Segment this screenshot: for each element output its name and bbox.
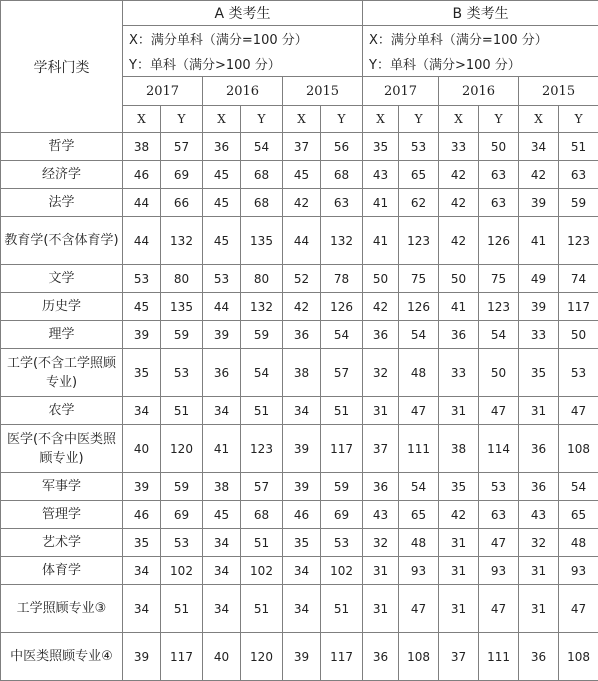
- score-cell: 42: [439, 217, 479, 265]
- x-header: X: [439, 106, 479, 133]
- score-cell: 50: [439, 265, 479, 293]
- year-header: 2015: [283, 77, 363, 106]
- score-cell: 45: [203, 501, 241, 529]
- score-cell: 45: [203, 161, 241, 189]
- year-header: 2016: [203, 77, 283, 106]
- score-cell: 32: [519, 529, 559, 557]
- table-row: [1, 161, 598, 189]
- y-header: Y: [399, 106, 439, 133]
- score-cell: 39: [519, 189, 559, 217]
- score-cell: 32: [363, 529, 399, 557]
- score-cell: 51: [321, 585, 363, 633]
- score-cell: 54: [479, 321, 519, 349]
- y-header: Y: [321, 106, 363, 133]
- score-cell: 36: [519, 633, 559, 681]
- score-cell: 123: [559, 217, 598, 265]
- score-cell: 31: [439, 557, 479, 585]
- score-cell: 108: [559, 425, 598, 473]
- score-cell: 132: [241, 293, 283, 321]
- score-cell: 54: [241, 349, 283, 397]
- score-cell: 34: [283, 397, 321, 425]
- score-cell: 31: [439, 529, 479, 557]
- score-cell: 63: [321, 189, 363, 217]
- score-cell: 38: [439, 425, 479, 473]
- score-cell: 59: [161, 321, 203, 349]
- score-cell: 57: [321, 349, 363, 397]
- score-cell: 39: [283, 473, 321, 501]
- score-cell: 78: [321, 265, 363, 293]
- score-cell: 51: [559, 133, 598, 161]
- score-cell: 59: [559, 189, 598, 217]
- subject-cell: 哲学: [1, 133, 123, 161]
- score-cell: 56: [321, 133, 363, 161]
- group-a-title: A 类考生: [123, 1, 363, 26]
- y-header: Y: [559, 106, 598, 133]
- score-cell: 132: [321, 217, 363, 265]
- score-cell: 63: [559, 161, 598, 189]
- score-cell: 51: [321, 397, 363, 425]
- score-cell: 69: [161, 501, 203, 529]
- score-cell: 44: [123, 189, 161, 217]
- score-cell: 31: [363, 557, 399, 585]
- subject-header: 学科门类: [1, 1, 123, 133]
- score-cell: 57: [161, 133, 203, 161]
- score-cell: 35: [123, 529, 161, 557]
- subject-cell: 文学: [1, 265, 123, 293]
- score-cell: 41: [363, 217, 399, 265]
- subject-cell: 理学: [1, 321, 123, 349]
- score-cell: 51: [241, 585, 283, 633]
- subject-cell: 法学: [1, 189, 123, 217]
- score-cell: 35: [123, 349, 161, 397]
- score-cell: 117: [161, 633, 203, 681]
- table-body: [1, 133, 598, 681]
- score-cell: 126: [321, 293, 363, 321]
- score-cell: 31: [519, 585, 559, 633]
- score-cell: 111: [399, 425, 439, 473]
- score-cell: 54: [399, 473, 439, 501]
- score-cell: 36: [363, 633, 399, 681]
- y-header: Y: [479, 106, 519, 133]
- score-cell: 123: [479, 293, 519, 321]
- group-a-note-x: X：满分单科（满分=100 分）: [123, 26, 363, 51]
- score-cell: 46: [283, 501, 321, 529]
- subject-cell: 工学照顾专业③: [1, 585, 123, 633]
- score-cell: 54: [399, 321, 439, 349]
- score-cell: 33: [519, 321, 559, 349]
- score-cell: 111: [479, 633, 519, 681]
- score-cell: 52: [283, 265, 321, 293]
- score-cell: 53: [321, 529, 363, 557]
- score-cell: 132: [161, 217, 203, 265]
- score-cell: 63: [479, 189, 519, 217]
- year-header: 2017: [123, 77, 203, 106]
- score-cell: 65: [399, 161, 439, 189]
- table-row: [1, 397, 598, 425]
- x-header: X: [519, 106, 559, 133]
- score-cell: 46: [123, 161, 161, 189]
- score-cell: 68: [241, 501, 283, 529]
- score-cell: 59: [321, 473, 363, 501]
- score-cell: 42: [283, 293, 321, 321]
- table-row: [1, 321, 598, 349]
- score-cell: 108: [559, 633, 598, 681]
- score-cell: 38: [203, 473, 241, 501]
- score-cell: 123: [241, 425, 283, 473]
- score-cell: 48: [559, 529, 598, 557]
- score-cell: 47: [479, 585, 519, 633]
- score-cell: 102: [241, 557, 283, 585]
- score-cell: 39: [123, 473, 161, 501]
- score-cell: 39: [123, 633, 161, 681]
- group-b-note-y: Y：单科（满分>100 分）: [363, 50, 598, 77]
- score-cell: 62: [399, 189, 439, 217]
- score-cell: 108: [399, 633, 439, 681]
- score-cell: 37: [439, 633, 479, 681]
- score-cell: 47: [559, 585, 598, 633]
- score-cell: 39: [519, 293, 559, 321]
- score-cell: 54: [241, 133, 283, 161]
- score-cell: 69: [321, 501, 363, 529]
- score-cell: 69: [161, 161, 203, 189]
- table-row: [1, 529, 598, 557]
- score-cell: 47: [479, 529, 519, 557]
- score-cell: 53: [123, 265, 161, 293]
- score-cell: 36: [363, 321, 399, 349]
- score-cell: 36: [203, 349, 241, 397]
- group-a-note-y: Y：单科（满分>100 分）: [123, 50, 363, 77]
- score-cell: 75: [399, 265, 439, 293]
- score-cell: 75: [479, 265, 519, 293]
- score-cell: 34: [203, 585, 241, 633]
- table-row: [1, 585, 598, 633]
- score-cell: 42: [283, 189, 321, 217]
- score-cell: 37: [363, 425, 399, 473]
- score-cell: 93: [399, 557, 439, 585]
- score-cell: 34: [283, 557, 321, 585]
- score-cell: 42: [519, 161, 559, 189]
- score-cell: 38: [123, 133, 161, 161]
- score-cell: 44: [203, 293, 241, 321]
- score-cell: 36: [363, 473, 399, 501]
- score-cell: 34: [203, 557, 241, 585]
- score-cell: 39: [203, 321, 241, 349]
- score-cell: 63: [479, 501, 519, 529]
- score-cell: 41: [203, 425, 241, 473]
- group-b-note-x: X：满分单科（满分=100 分）: [363, 26, 598, 51]
- table-row: [1, 265, 598, 293]
- subject-cell: 体育学: [1, 557, 123, 585]
- score-cell: 38: [283, 349, 321, 397]
- score-cell: 40: [123, 425, 161, 473]
- score-cell: 32: [363, 349, 399, 397]
- score-cell: 93: [559, 557, 598, 585]
- score-cell: 117: [321, 425, 363, 473]
- subject-cell: 历史学: [1, 293, 123, 321]
- score-cell: 33: [439, 349, 479, 397]
- table-row: [1, 217, 598, 265]
- year-header: 2016: [439, 77, 519, 106]
- score-cell: 51: [161, 397, 203, 425]
- score-cell: 68: [321, 161, 363, 189]
- table-row: [1, 557, 598, 585]
- subject-cell: 教育学(不含体育学): [1, 217, 123, 265]
- x-header: X: [363, 106, 399, 133]
- score-cell: 54: [559, 473, 598, 501]
- score-cell: 42: [439, 161, 479, 189]
- table-row: [1, 293, 598, 321]
- score-cell: 53: [203, 265, 241, 293]
- score-cell: 41: [363, 189, 399, 217]
- subject-cell: 管理学: [1, 501, 123, 529]
- score-cell: 31: [363, 585, 399, 633]
- table-row: [1, 189, 598, 217]
- score-cell: 80: [161, 265, 203, 293]
- table-row: [1, 501, 598, 529]
- score-cell: 31: [363, 397, 399, 425]
- score-cell: 45: [203, 217, 241, 265]
- subject-cell: 农学: [1, 397, 123, 425]
- table-row: [1, 633, 598, 681]
- score-cell: 49: [519, 265, 559, 293]
- subject-cell: 工学(不含工学照顾专业): [1, 349, 123, 397]
- score-cell: 31: [519, 397, 559, 425]
- score-cell: 102: [161, 557, 203, 585]
- subject-cell: 经济学: [1, 161, 123, 189]
- score-cell: 50: [479, 133, 519, 161]
- score-cell: 53: [161, 529, 203, 557]
- score-cell: 43: [363, 161, 399, 189]
- score-cell: 68: [241, 161, 283, 189]
- score-cell: 120: [161, 425, 203, 473]
- score-cell: 135: [161, 293, 203, 321]
- score-cell: 40: [203, 633, 241, 681]
- score-cell: 35: [519, 349, 559, 397]
- x-header: X: [203, 106, 241, 133]
- score-cell: 47: [479, 397, 519, 425]
- score-cell: 35: [363, 133, 399, 161]
- score-cell: 117: [321, 633, 363, 681]
- score-cell: 51: [241, 529, 283, 557]
- score-cell: 31: [439, 397, 479, 425]
- score-cell: 126: [479, 217, 519, 265]
- score-cell: 53: [559, 349, 598, 397]
- score-cell: 51: [161, 585, 203, 633]
- score-cell: 39: [283, 633, 321, 681]
- score-cell: 44: [283, 217, 321, 265]
- subject-cell: 医学(不含中医类照顾专业): [1, 425, 123, 473]
- score-cell: 41: [519, 217, 559, 265]
- score-cell: 47: [399, 397, 439, 425]
- score-cell: 34: [123, 585, 161, 633]
- score-cell: 50: [559, 321, 598, 349]
- score-cell: 48: [399, 529, 439, 557]
- score-cell: 45: [283, 161, 321, 189]
- score-cell: 34: [203, 529, 241, 557]
- year-header: 2015: [519, 77, 598, 106]
- score-cell: 39: [123, 321, 161, 349]
- score-cell: 43: [363, 501, 399, 529]
- score-cell: 44: [123, 217, 161, 265]
- score-cell: 34: [283, 585, 321, 633]
- score-cell: 43: [519, 501, 559, 529]
- score-cell: 74: [559, 265, 598, 293]
- score-cell: 34: [123, 557, 161, 585]
- score-cell: 42: [439, 189, 479, 217]
- year-header: 2017: [363, 77, 439, 106]
- score-cell: 123: [399, 217, 439, 265]
- score-cell: 36: [203, 133, 241, 161]
- score-cell: 34: [123, 397, 161, 425]
- score-cell: 57: [241, 473, 283, 501]
- x-header: X: [123, 106, 161, 133]
- score-cell: 50: [363, 265, 399, 293]
- score-cell: 34: [203, 397, 241, 425]
- score-cell: 31: [439, 585, 479, 633]
- score-cell: 45: [203, 189, 241, 217]
- score-cell: 93: [479, 557, 519, 585]
- score-cell: 53: [479, 473, 519, 501]
- score-cell: 135: [241, 217, 283, 265]
- score-cell: 36: [439, 321, 479, 349]
- score-cell: 33: [439, 133, 479, 161]
- score-cell: 114: [479, 425, 519, 473]
- score-cell: 39: [283, 425, 321, 473]
- score-cell: 42: [439, 501, 479, 529]
- score-cell: 47: [399, 585, 439, 633]
- group-b-title: B 类考生: [363, 1, 598, 26]
- table-row: [1, 349, 598, 397]
- score-cell: 102: [321, 557, 363, 585]
- score-cell: 63: [479, 161, 519, 189]
- subject-cell: 军事学: [1, 473, 123, 501]
- score-cell: 42: [363, 293, 399, 321]
- score-cell: 54: [321, 321, 363, 349]
- score-cell: 35: [283, 529, 321, 557]
- y-header: Y: [161, 106, 203, 133]
- score-cell: 65: [559, 501, 598, 529]
- subject-cell: 艺术学: [1, 529, 123, 557]
- x-header: X: [283, 106, 321, 133]
- score-cell: 53: [161, 349, 203, 397]
- subject-cell: 中医类照顾专业④: [1, 633, 123, 681]
- score-cell: 35: [439, 473, 479, 501]
- score-cell: 36: [283, 321, 321, 349]
- score-cell: 45: [123, 293, 161, 321]
- score-cell: 120: [241, 633, 283, 681]
- score-cell: 51: [241, 397, 283, 425]
- score-cell: 68: [241, 189, 283, 217]
- score-cell: 34: [519, 133, 559, 161]
- table-row: [1, 473, 598, 501]
- score-cell: 65: [399, 501, 439, 529]
- score-cell: 48: [399, 349, 439, 397]
- score-cell: 53: [399, 133, 439, 161]
- table-row: [1, 133, 598, 161]
- score-cell: 31: [519, 557, 559, 585]
- score-cell: 117: [559, 293, 598, 321]
- score-cell: 59: [161, 473, 203, 501]
- score-cell: 80: [241, 265, 283, 293]
- score-cell: 126: [399, 293, 439, 321]
- score-cell: 36: [519, 473, 559, 501]
- y-header: Y: [241, 106, 283, 133]
- score-cell: 50: [479, 349, 519, 397]
- score-cell: 37: [283, 133, 321, 161]
- score-cell: 47: [559, 397, 598, 425]
- score-cell: 46: [123, 501, 161, 529]
- score-cell: 41: [439, 293, 479, 321]
- table-row: [1, 425, 598, 473]
- score-cell: 59: [241, 321, 283, 349]
- score-cell: 36: [519, 425, 559, 473]
- score-cell: 66: [161, 189, 203, 217]
